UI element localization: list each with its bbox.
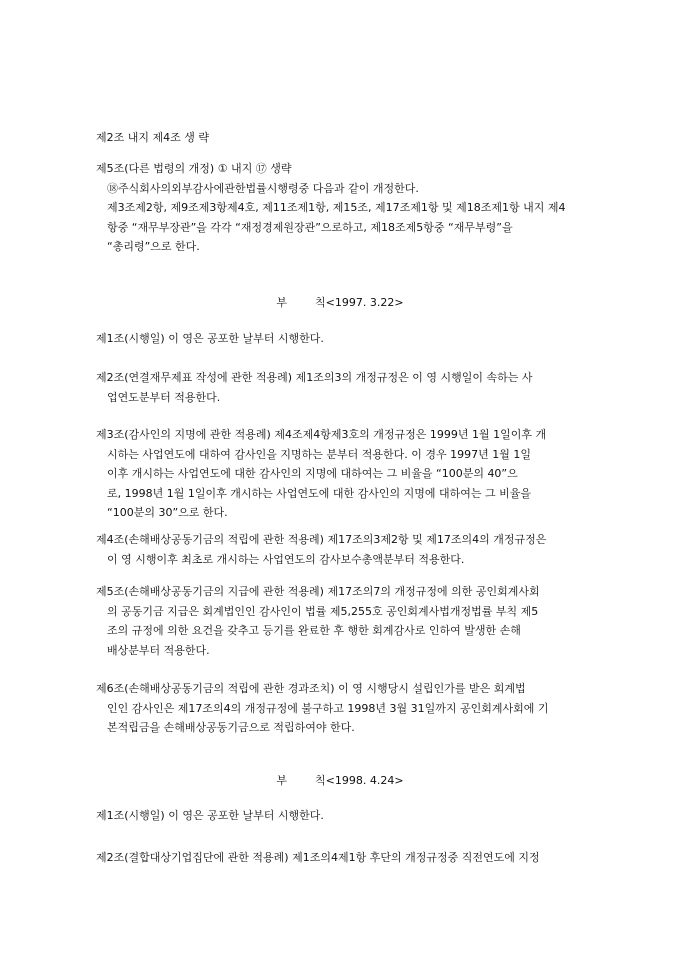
addenda-1997-article-1 — [96, 329, 586, 349]
text-line: 배상분부터 적용한다. — [107, 643, 210, 657]
text-line: 제1조(시행일) 이 영은 공포한 날부터 시행한다. — [96, 809, 324, 822]
text-line: 제5조(다른 법령의 개정) ① 내지 ⑰ 생략 — [96, 162, 292, 175]
text-line: 제4조(손해배상공동기금의 적립에 관한 적용례) 제17조의3제2항 및 제17조의4의 개정규정은 — [96, 533, 547, 546]
addenda-1997-article-6 — [96, 679, 586, 738]
text-line: 제3조(감사인의 지명에 관한 적용례) 제4조제4항제3호의 개정규정은 1999년 1월 1일이후 개 — [96, 428, 547, 441]
addenda-1997-article-4 — [96, 530, 586, 569]
text-line: 제5조(손해배상공동기금의 지급에 관한 적용례) 제17조의7의 개정규정에 의한 공인회계사회 — [96, 585, 540, 598]
addenda-1997-article-5 — [96, 582, 586, 660]
addenda-1998-article-1 — [96, 806, 586, 826]
text-line: 시하는 사업연도에 대하여 감사인을 지명하는 분부터 적용한다. 이 경우 1997년 1월 1일 — [107, 447, 531, 461]
text-line: 제3조제2항, 제9조제3항제4호, 제11조제1항, 제15조, 제17조제1항 및 제18조제1항 내지 제4 — [107, 201, 566, 214]
text-line: 제2조(연결재무제표 작성에 관한 적용례) 제1조의3의 개정규정은 이 영 시행일이 속하는 사 — [96, 371, 533, 384]
text-line: “총리령”으로 한다. — [107, 240, 200, 253]
text-line: 인인 감사인은 제17조의4의 개정규정에 불구하고 1998년 3월 31일까지 공인회계사회에 기 — [107, 701, 549, 715]
text-line: 제2조 내지 제4조 생 략 — [96, 131, 209, 144]
text-line: 이 영 시행이후 최초로 개시하는 사업연도의 감사보수총액분부터 적용한다. — [107, 552, 465, 566]
addenda-1998-article-2 — [96, 848, 586, 868]
text-line: 제2조(결합대상기업집단에 관한 적용례) 제1조의4제1항 후단의 개정규정중 직전연도에 지정 — [96, 851, 540, 864]
text-line: 항중 “재무부장관”을 각각 “재정경제원장관”으로하고, 제18조제5항중 “재무부령”을 — [107, 220, 513, 234]
text-line: 본적립금을 손해배상공동기금으로 적립하여야 한다. — [107, 721, 355, 734]
text-line: 업연도분부터 적용한다. — [107, 390, 221, 404]
text-line: 이후 개시하는 사업연도에 대한 감사인의 지명에 대하여는 그 비율을 “100분의 40”으 — [107, 467, 518, 480]
article-5-amendment — [96, 159, 586, 257]
omitted-articles — [96, 128, 586, 148]
text-line: 제6조(손해배상공동기금의 적립에 관한 경과조치) 이 영 시행당시 설립인가를 받은 회계법 — [96, 682, 526, 695]
text-line: ⑱주식회사의외부감사에관한법률시행령중 다음과 같이 개정한다. — [107, 181, 419, 195]
addenda-1997-article-2 — [96, 368, 586, 407]
addenda-heading-1998: 부 칙<1998. 4.24> — [276, 774, 404, 787]
addenda-1997-article-3 — [96, 425, 586, 523]
text-line: 의 공동기금 지급은 회계법인인 감사인이 법률 제5,255호 공인회계사법개정법률 부칙 제5 — [107, 604, 539, 618]
text-line: 조의 규정에 의한 요건을 갖추고 등기를 완료한 후 행한 회계감사로 인하여 발생한 손해 — [107, 624, 521, 637]
text-line: 로, 1998년 1월 1일이후 개시하는 사업연도에 대한 감사인의 지명에 대하여는 그 비율을 — [107, 486, 531, 500]
addenda-heading-1997: 부 칙<1997. 3.22> — [276, 296, 404, 309]
text-line: “100분의 30”으로 한다. — [107, 506, 228, 519]
text-line: 제1조(시행일) 이 영은 공포한 날부터 시행한다. — [96, 332, 324, 345]
